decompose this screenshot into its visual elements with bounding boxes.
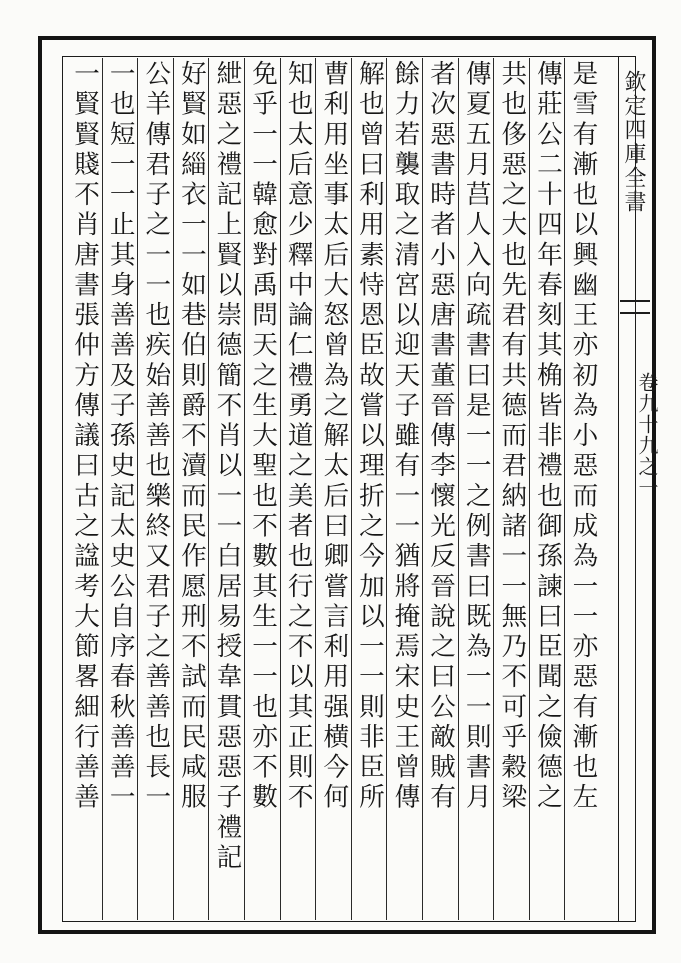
text-column-10: 免乎一一韓愈對禹問天之生大聖也不數其生一一也亦不數 — [247, 60, 278, 814]
text-column-9: 知也太后意少釋中論仁禮勇道之美者也行之不以其正則不 — [283, 60, 314, 814]
text-column-8: 曹利用坐事太后大怒曾為之解太后曰卿嘗言利用强横今何 — [318, 60, 349, 814]
text-column-5: 者次惡書時者小惡唐書董晉傳李懷光反晉說之曰公敵賊有 — [425, 60, 456, 814]
text-column-7: 解也曾曰利用素恃恩臣故嘗以理折之今加以一一則非臣所 — [354, 60, 385, 814]
text-column-3: 共也侈惡之大也先君有共德而君納諸一一無乃不可乎穀梁 — [496, 60, 527, 814]
text-column-14: 一也短一一止其身善善及子孫史記太史公自序春秋善善一 — [105, 60, 136, 814]
text-column-2: 傳莊公二十四年春刻其桷皆非禮也御孫諫曰臣聞之儉德之 — [532, 60, 563, 814]
text-column-13: 公羊傳君子之一一也疾始善善也樂終又君子之善善也長一 — [140, 60, 171, 814]
text-column-11: 紲惡之禮記上賢以崇德簡不肖以一一白居易授韋貫惡惡子禮記 — [211, 60, 242, 874]
text-column-12: 好賢如緇衣一一如巷伯則爵不瀆而民作愿刑不試而民咸服 — [176, 60, 207, 814]
fishtail-mark — [620, 300, 650, 314]
text-column-4: 傳夏五月莒人入向疏書曰是一一之例書曰既為一一則書月 — [461, 60, 492, 814]
juan-label: 卷九十九之一 — [635, 372, 659, 498]
book-title: 欽定四庫全書 — [621, 70, 646, 214]
text-column-1: 是雪有漸也以興幽王亦初為小惡而成為一一亦惡有漸也左 — [567, 60, 598, 814]
text-column-15: 一賢賢賤不肖唐書張仲方傳議曰古之諡考大節畧細行善善 — [69, 60, 100, 814]
text-column-6: 餘力若襲取之清宮以迎天子雖有一一猶將掩焉宋史王曾傳 — [389, 60, 420, 814]
